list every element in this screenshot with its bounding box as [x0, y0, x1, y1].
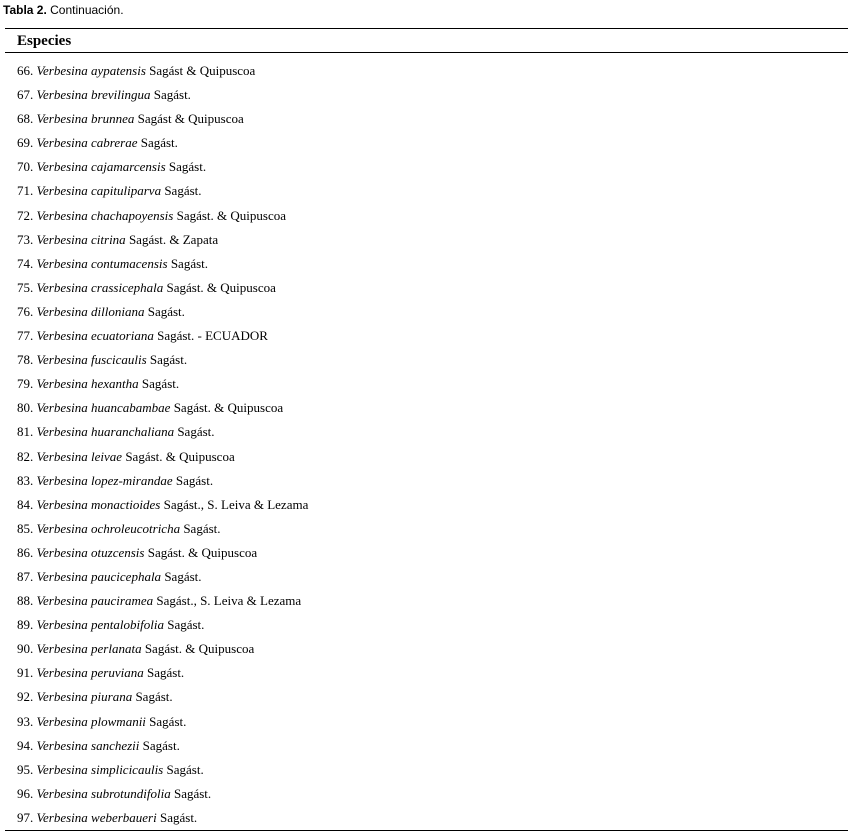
row-number: 77.: [17, 328, 34, 344]
species-author: Sagást.: [140, 135, 178, 151]
row-number: 91.: [17, 665, 34, 681]
table-row: [5, 179, 848, 203]
species-author: Sagást & Quipuscoa: [137, 111, 244, 127]
species-author: Sagást.: [149, 713, 187, 729]
table-row: [5, 59, 848, 83]
species-name: Verbesina aypatensis: [36, 63, 146, 78]
row-number: 95.: [17, 761, 34, 777]
species-author: Sagást.: [159, 809, 198, 825]
species-name: Verbesina cajamarcensis: [36, 159, 166, 175]
species-author: Sagást.: [177, 424, 215, 440]
species-author: Sagást. & Zapata: [128, 231, 219, 247]
species-name: Verbesina ochroleucotricha: [36, 520, 181, 536]
species-author: Sagást.: [142, 737, 180, 753]
table-caption: [3, 3, 124, 17]
row-number: 92.: [17, 689, 34, 705]
species-author: Sagást.: [147, 303, 185, 319]
species-name: Verbesina simplicicaulis: [36, 761, 164, 777]
table-row: [5, 348, 848, 372]
row-number: 76.: [17, 303, 34, 319]
row-number: 67.: [17, 87, 34, 103]
species-name: Verbesina brunnea: [36, 111, 135, 127]
species-name: Verbesina dilloniana: [36, 303, 145, 319]
table-row: [5, 758, 848, 782]
species-author: Sagást.: [170, 255, 209, 271]
species-name: Verbesina sanchezii: [36, 737, 140, 753]
species-name: Verbesina huaranchaliana: [36, 424, 175, 440]
table-row: [5, 324, 848, 348]
species-author: Sagást.: [164, 568, 202, 584]
species-author: Sagást.: [166, 761, 204, 777]
table-row: [5, 469, 848, 493]
species-author: Sagást. - ECUADOR: [157, 328, 268, 344]
table-row: [5, 396, 848, 420]
species-author: Sagást., S. Leiva & Lezama: [163, 496, 309, 512]
table-row: [5, 589, 848, 613]
species-name: Verbesina plowmanii: [36, 713, 146, 729]
table-row: [5, 107, 848, 131]
table-body: [5, 53, 848, 830]
row-number: 86.: [17, 544, 34, 560]
species-author: Sagást.: [141, 376, 180, 392]
row-number: 72.: [17, 207, 34, 223]
species-name: Verbesina lopez-mirandae: [36, 472, 173, 488]
row-number: 66.: [17, 63, 34, 78]
species-name: Verbesina chachapoyensis: [36, 207, 174, 223]
table-row: [5, 83, 848, 107]
table-row: [5, 613, 848, 637]
species-name: Verbesina capituliparva: [36, 183, 162, 199]
table-row: [5, 541, 848, 565]
table-row: [5, 276, 848, 300]
row-number: 70.: [17, 159, 34, 175]
row-number: 85.: [17, 520, 34, 536]
species-name: Verbesina citrina: [36, 231, 126, 247]
species-author: Sagást.: [153, 87, 191, 103]
table-row: [5, 300, 848, 324]
row-number: 73.: [17, 231, 34, 247]
row-number: 90.: [17, 641, 34, 657]
species-author: Sagást.: [135, 689, 173, 705]
species-name: Verbesina piurana: [36, 689, 133, 705]
species-name: Verbesina monactioides: [36, 496, 161, 512]
row-number: 81.: [17, 424, 34, 440]
table-row: [5, 806, 848, 830]
species-author: Sagást. & Quipuscoa: [166, 279, 276, 295]
table-row: [5, 252, 848, 276]
species-name: Verbesina perlanata: [36, 641, 142, 657]
table-row: [5, 637, 848, 661]
table-row: [5, 131, 848, 155]
species-author: Sagást.: [183, 520, 221, 536]
species-author: Sagást. & Quipuscoa: [176, 207, 286, 223]
species-author: Sagást. & Quipuscoa: [173, 400, 284, 416]
species-author: Sagást.: [164, 183, 202, 199]
species-author: Sagást. & Quipuscoa: [144, 641, 255, 657]
species-author: Sagást.: [167, 617, 205, 633]
species-table: [5, 28, 848, 831]
table-row: [5, 420, 848, 444]
row-number: 79.: [17, 376, 34, 392]
species-name: Verbesina huancabambae: [36, 400, 171, 416]
column-header-especies: Especies: [17, 33, 72, 49]
species-name: Verbesina leivae: [36, 448, 123, 464]
table-row: [5, 493, 848, 517]
table-row: [5, 155, 848, 179]
species-name: Verbesina pauciramea: [36, 593, 154, 609]
species-author: Sagást.: [168, 159, 207, 175]
row-number: 96.: [17, 785, 34, 801]
caption-text: Continuación.: [50, 3, 124, 17]
species-author: Sagást.: [173, 785, 212, 801]
species-author: Sagást., S. Leiva & Lezama: [156, 593, 302, 609]
row-number: 82.: [17, 448, 34, 464]
species-name: Verbesina otuzcensis: [36, 544, 145, 560]
table-row: [5, 445, 848, 469]
species-name: Verbesina pentalobifolia: [36, 617, 164, 633]
species-author: Sagást.: [175, 472, 214, 488]
table-row: [5, 228, 848, 252]
species-name: Verbesina paucicephala: [36, 568, 162, 584]
species-author: Sagást. & Quipuscoa: [125, 448, 235, 464]
table-row: [5, 710, 848, 734]
row-number: 75.: [17, 279, 34, 295]
row-number: 93.: [17, 713, 34, 729]
species-name: Verbesina peruviana: [36, 665, 144, 681]
row-number: 87.: [17, 568, 34, 584]
table-row: [5, 661, 848, 685]
table-row: [5, 782, 848, 806]
species-name: Verbesina ecuatoriana: [36, 328, 154, 344]
table-row: [5, 565, 848, 589]
species-name: Verbesina contumacensis: [36, 255, 168, 271]
table-bottom-rule: [5, 830, 848, 831]
row-number: 71.: [17, 183, 34, 199]
species-name: Verbesina cabrerae: [36, 135, 138, 151]
row-number: 69.: [17, 135, 34, 151]
species-name: Verbesina brevilingua: [36, 87, 151, 103]
row-number: 88.: [17, 593, 34, 609]
species-author: Sagást.: [146, 665, 185, 681]
row-number: 97.: [17, 809, 34, 825]
species-name: Verbesina hexantha: [36, 376, 139, 392]
row-number: 89.: [17, 617, 34, 633]
row-number: 74.: [17, 255, 34, 271]
caption-label: Tabla 2.: [3, 3, 47, 17]
row-number: 83.: [17, 472, 34, 488]
species-name: Verbesina subrotundifolia: [36, 785, 171, 801]
species-author: Sagást & Quipuscoa: [149, 63, 256, 78]
row-number: 94.: [17, 737, 34, 753]
species-name: Verbesina weberbaueri: [36, 809, 157, 825]
row-number: 78.: [17, 352, 34, 368]
table-row: [5, 517, 848, 541]
table-row: [5, 734, 848, 758]
table-row: [5, 372, 848, 396]
species-author: Sagást.: [149, 352, 188, 368]
species-name: Verbesina fuscicaulis: [36, 352, 147, 368]
table-header: [5, 29, 848, 53]
table-row: [5, 685, 848, 709]
species-author: Sagást. & Quipuscoa: [147, 544, 258, 560]
species-name: Verbesina crassicephala: [36, 279, 164, 295]
row-number: 80.: [17, 400, 34, 416]
row-number: 84.: [17, 496, 34, 512]
table-row: [5, 204, 848, 228]
row-number: 68.: [17, 111, 34, 127]
